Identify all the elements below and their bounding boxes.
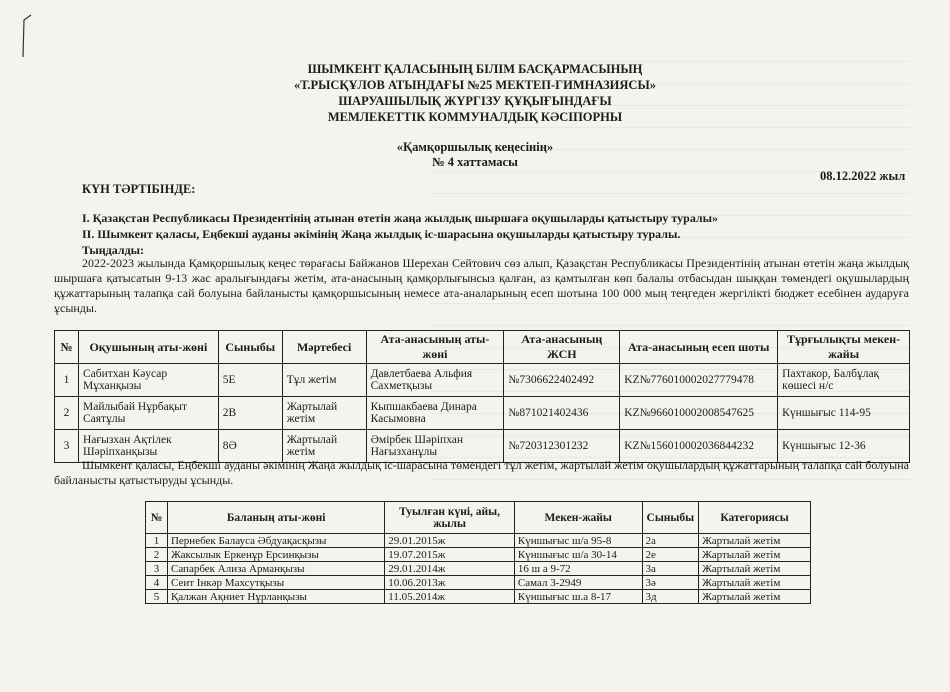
cell: Күншығыс 114-95 — [778, 397, 910, 430]
cell: Жартылай жетім — [699, 562, 811, 576]
table-row — [146, 590, 811, 604]
col-header: Туылған күні, айы, жылы — [385, 502, 515, 534]
col-header: Оқушының аты-жөні — [78, 331, 218, 364]
cell: Жартылай жетім — [699, 548, 811, 562]
cell: 1 — [55, 364, 79, 397]
agenda-title: КҮН ТӘРТІБІНДЕ: — [82, 182, 196, 196]
cell: Жартылай жетім — [699, 576, 811, 590]
cell: 11.05.2014ж — [385, 590, 515, 604]
col-header: Мекен-жайы — [514, 502, 642, 534]
cell: Пахтакор, Балбұлақ көшесі н/с — [778, 364, 910, 397]
table-row — [146, 548, 811, 562]
col-header: Мәртебесі — [282, 331, 366, 364]
cell: Тұл жетім — [282, 364, 366, 397]
paragraph-1 — [54, 256, 909, 316]
protocol-date: 08.12.2022 жыл — [820, 169, 906, 183]
cell: Нағызхан Ақтілек Шәріпханқызы — [78, 430, 218, 463]
cell: 2а — [642, 534, 699, 548]
header-line-2: «Т.РЫСҚҰЛОВ АТЫНДАҒЫ №25 МЕКТЕП-ГИМНАЗИЯСЫ» — [294, 78, 656, 92]
table-row — [55, 397, 910, 430]
students-table — [54, 330, 910, 463]
col-header: Тұрғылықты мекен-жайы — [778, 331, 910, 364]
cell: Кыпшакбаева Динара Касымовна — [366, 397, 504, 430]
cell: KZ№776010002027779478 — [620, 364, 778, 397]
cell: Әмірбек Шәріпхан Нағызханұлы — [366, 430, 504, 463]
paragraph-2 — [54, 458, 909, 488]
cell: 2е — [642, 548, 699, 562]
cell: 3д — [642, 590, 699, 604]
cell: 5 — [146, 590, 168, 604]
cell: 3 — [146, 562, 168, 576]
col-header: № — [146, 502, 168, 534]
cell: Самал 3-2949 — [514, 576, 642, 590]
protocol-number: № 4 хаттамасы — [432, 155, 518, 169]
cell: №720312301232 — [504, 430, 620, 463]
paragraph-1-text: 2022-2023 жылында Қамқоршылық кеңес төрағасы Байжанов Шерехан Сейтович сөз алып, Қазақстан Республикасы Президентінің атынан өтетін жаңа жылдық шыршаға қатысатын 9-13 жас аралығындағы жетім, ата-анасының қамқорлығынсыз қалған, аз қамтылған көп балалы отбасыдан шыққан төмендегі оқушылардың құжаттарының талапқа сай болуына байланысты қамқоршысының немесе ата-аналарының есеп шотына 100 000 мың теңгеден жергілікті бюджет есебінен аударуға ұсынды. — [54, 256, 909, 315]
cell: 3а — [642, 562, 699, 576]
cell: KZ№966010002008547625 — [620, 397, 778, 430]
heard-label: Тыңдалды: — [82, 243, 145, 257]
col-header: Сыныбы — [642, 502, 699, 534]
paragraph-2-text: Шымкент қаласы, Еңбекші ауданы әкімінің Жаңа жылдық іс-шарасына төмендегі тұл жетім, жартылай жетім оқушылардың құжаттарының талапқа сай болуына байланысты қатыстыруды ұсынды. — [54, 458, 909, 487]
cell: Жартылай жетім — [282, 397, 366, 430]
header-line-4: МЕМЛЕКЕТТІК КОММУНАЛДЫҚ КӘСІПОРНЫ — [327, 110, 623, 124]
cell: Пернебек Балауса Әбдуақасқызы — [167, 534, 384, 548]
cell: 2 — [55, 397, 79, 430]
cell: Қалжан Ақниет Нұрланқызы — [167, 590, 384, 604]
cell: 16 ш а 9-72 — [514, 562, 642, 576]
col-header: Ата-анасының ЖСН — [504, 331, 620, 364]
cell: Жартылай жетім — [699, 534, 811, 548]
cell: KZ№156010002036844232 — [620, 430, 778, 463]
header-line-1: ШЫМКЕНТ ҚАЛАСЫНЫҢ БІЛІМ БАСҚАРМАСЫНЫҢ — [307, 62, 643, 76]
cell: Жаксылык Еркенұр Ерсинқызы — [167, 548, 384, 562]
cell: Күншығыс ш.а 8-17 — [514, 590, 642, 604]
col-header: Категориясы — [699, 502, 811, 534]
children-table — [145, 501, 811, 604]
table-header-row — [55, 331, 910, 364]
agenda-item-1: І. Қазақстан Республикасы Президентінің атынан өтетін жаңа жылдық шыршаға оқушыларды қатыстыру туралы» — [82, 211, 719, 225]
cell: 1 — [146, 534, 168, 548]
cell: Сеит Інкәр Махсутқызы — [167, 576, 384, 590]
cell: Күншығыс ш/а 95-8 — [514, 534, 642, 548]
cell: Сабитхан Кәусар Мұханқызы — [78, 364, 218, 397]
cell: №871021402436 — [504, 397, 620, 430]
cell: 8Ә — [218, 430, 282, 463]
cell: Жартылай жетім — [699, 590, 811, 604]
cell: 29.01.2015ж — [385, 534, 515, 548]
cell: 29.01.2014ж — [385, 562, 515, 576]
agenda-item-2: ІІ. Шымкент қаласы, Еңбекші ауданы әкімінің Жаңа жылдық іс-шарасына оқушыларды қатыстыру туралы. — [82, 227, 681, 241]
header-line-3: ШАРУАШЫЛЫҚ ЖҮРГІЗУ ҚҰҚЫҒЫНДАҒЫ — [338, 94, 612, 108]
col-header: № — [55, 331, 79, 364]
cell: 3 — [55, 430, 79, 463]
cell: 19.07.2015ж — [385, 548, 515, 562]
cell: Давлетбаева Альфия Сахметқызы — [366, 364, 504, 397]
table-row — [146, 534, 811, 548]
cell: 4 — [146, 576, 168, 590]
col-header: Баланың аты-жөні — [167, 502, 384, 534]
table-header-row — [146, 502, 811, 534]
table-row — [146, 576, 811, 590]
cell: Майлыбай Нұрбақыт Саятұлы — [78, 397, 218, 430]
cell: Сапарбек Ализа Арманқызы — [167, 562, 384, 576]
pen-mark — [20, 14, 34, 58]
col-header: Ата-анасының аты-жөні — [366, 331, 504, 364]
cell: 2 — [146, 548, 168, 562]
table-row — [146, 562, 811, 576]
cell: Күншығыс 12-36 — [778, 430, 910, 463]
cell: 2В — [218, 397, 282, 430]
council-title: «Қамқоршылық кеңесінің» — [396, 140, 554, 154]
col-header: Ата-анасының есеп шоты — [620, 331, 778, 364]
cell: Жартылай жетім — [282, 430, 366, 463]
table-row — [55, 364, 910, 397]
cell: Күншығыс ш/а 30-14 — [514, 548, 642, 562]
col-header: Сыныбы — [218, 331, 282, 364]
cell: 10.06.2013ж — [385, 576, 515, 590]
cell: №7306622402492 — [504, 364, 620, 397]
cell: 5Е — [218, 364, 282, 397]
cell: 3ә — [642, 576, 699, 590]
